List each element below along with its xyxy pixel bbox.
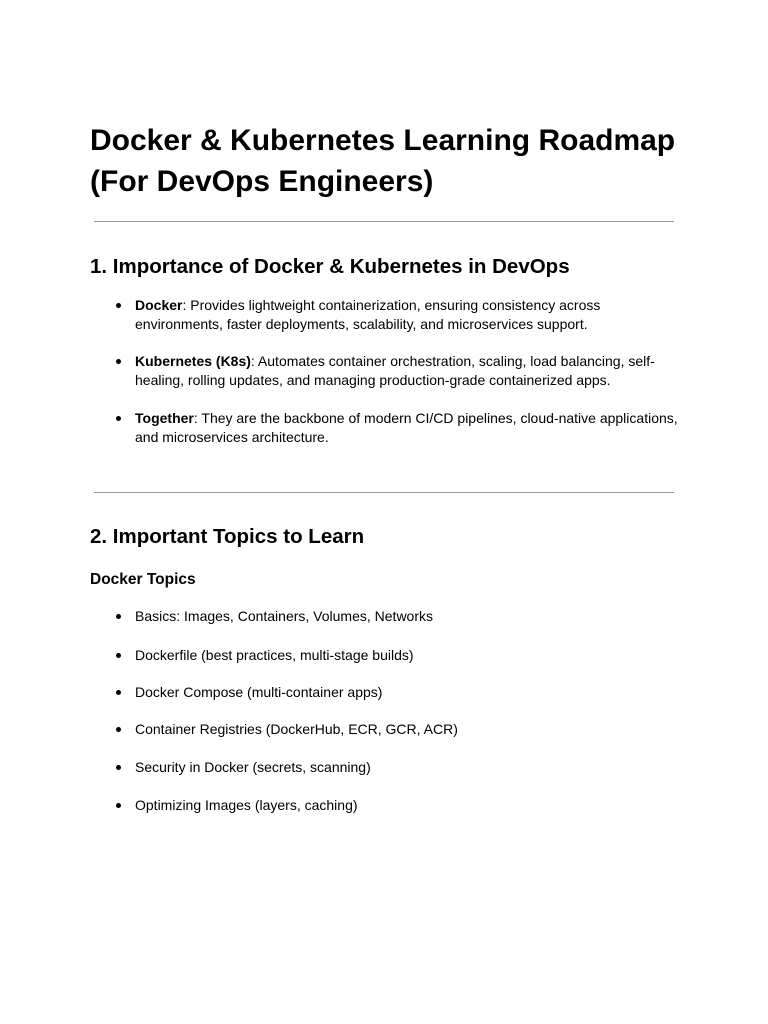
bullet-icon	[116, 803, 121, 808]
list-item-description: : Provides lightweight containerization, ensuring consistency across environments, faster deployments, scalability, and microservices support.	[135, 297, 601, 332]
list-item-text: Dockerfile (best practices, multi-stage builds)	[135, 647, 414, 663]
horizontal-divider	[94, 221, 674, 222]
document-title	[90, 120, 690, 202]
list-item-text: Basics: Images, Containers, Volumes, Networks	[135, 608, 434, 624]
bullet-icon	[116, 653, 121, 658]
list-item-text: Optimizing Images (layers, caching)	[135, 797, 358, 813]
list-item-term: Docker	[135, 297, 183, 313]
list-item-term: Together	[135, 410, 194, 426]
horizontal-divider	[94, 492, 674, 493]
list-item-description: : Automates container orchestration, scaling, load balancing, self-healing, rolling updates, and managing production-grade containerized apps.	[135, 353, 655, 388]
list-item-text: Docker Compose (multi-container apps)	[135, 684, 383, 700]
bullet-icon	[116, 359, 121, 364]
bullet-icon	[116, 614, 121, 619]
subheading-docker-topics: Docker Topics	[90, 571, 196, 588]
bullet-icon	[116, 416, 121, 421]
list-item-term: Kubernetes (K8s)	[135, 353, 251, 369]
bullet-icon	[116, 690, 121, 695]
bullet-icon	[116, 765, 121, 770]
bullet-icon	[116, 303, 121, 308]
section-heading-importance: 1. Importance of Docker & Kubernetes in DevOps	[90, 255, 570, 278]
list-item-text: Security in Docker (secrets, scanning)	[135, 759, 371, 775]
section-heading-topics: 2. Important Topics to Learn	[90, 525, 365, 548]
bullet-icon	[116, 727, 121, 732]
list-item-text	[135, 352, 680, 390]
list-item-text	[135, 409, 680, 447]
list-item-text: Container Registries (DockerHub, ECR, GCR, ACR)	[135, 721, 458, 737]
list-item-text	[135, 296, 680, 334]
list-item-description: : They are the backbone of modern CI/CD pipelines, cloud-native applications, and microservices architecture.	[135, 410, 678, 445]
title-line-1: Docker & Kubernetes Learning Roadmap	[90, 124, 676, 157]
title-line-2: (For DevOps Engineers)	[90, 165, 434, 198]
